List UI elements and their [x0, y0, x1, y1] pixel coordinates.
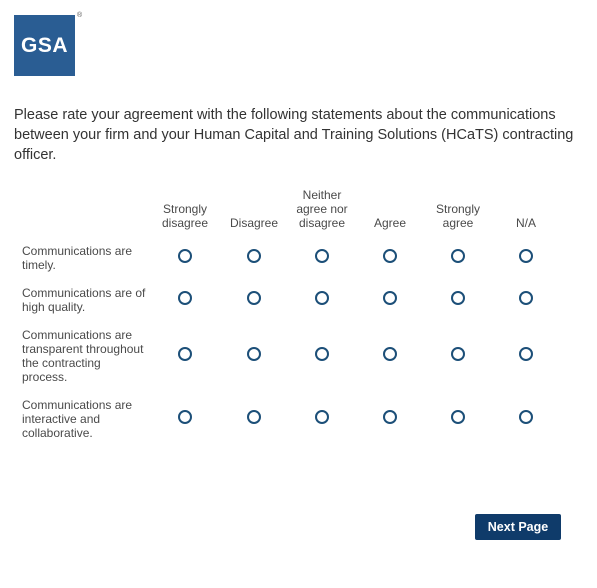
gsa-logo — [14, 15, 75, 76]
next-page-button[interactable]: Next Page — [475, 514, 561, 540]
radio-quality-agree[interactable] — [383, 291, 397, 305]
row-label-timely: Communications are timely. — [22, 244, 133, 272]
radio-interactive-na[interactable] — [519, 410, 533, 424]
column-header-strongly-agree: Strongly agree — [435, 202, 481, 230]
radio-timely-na[interactable] — [519, 249, 533, 263]
column-header-agree: Agree — [373, 216, 407, 230]
column-header-neither: Neither agree nor disagree — [296, 188, 348, 230]
radio-transparent-strongly-disagree[interactable] — [178, 347, 192, 361]
row-label-high-quality: Communications are of high quality. — [22, 286, 146, 314]
radio-timely-disagree[interactable] — [247, 249, 261, 263]
column-header-strongly-disagree: Strongly disagree — [161, 202, 209, 230]
radio-quality-strongly-disagree[interactable] — [178, 291, 192, 305]
gsa-logo-text: GSA — [20, 34, 68, 57]
radio-quality-strongly-agree[interactable] — [451, 291, 465, 305]
radio-transparent-disagree[interactable] — [247, 347, 261, 361]
column-header-disagree: Disagree — [229, 216, 279, 230]
radio-timely-neither[interactable] — [315, 249, 329, 263]
radio-quality-na[interactable] — [519, 291, 533, 305]
radio-transparent-strongly-agree[interactable] — [451, 347, 465, 361]
radio-interactive-strongly-agree[interactable] — [451, 410, 465, 424]
radio-timely-strongly-disagree[interactable] — [178, 249, 192, 263]
radio-transparent-na[interactable] — [519, 347, 533, 361]
radio-transparent-agree[interactable] — [383, 347, 397, 361]
radio-timely-strongly-agree[interactable] — [451, 249, 465, 263]
radio-interactive-strongly-disagree[interactable] — [178, 410, 192, 424]
radio-interactive-agree[interactable] — [383, 410, 397, 424]
radio-interactive-disagree[interactable] — [247, 410, 261, 424]
column-header-na: N/A — [515, 216, 536, 230]
registered-mark: ® — [77, 12, 83, 19]
radio-interactive-neither[interactable] — [315, 410, 329, 424]
radio-quality-disagree[interactable] — [247, 291, 261, 305]
radio-quality-neither[interactable] — [315, 291, 329, 305]
question-text: Please rate your agreement with the following statements about the communications between your firm and your Human Capital and Training Solutions (HCaTS) contracting officer. — [14, 107, 574, 163]
row-label-interactive: Communications are interactive and collaborative. — [22, 398, 133, 440]
row-label-transparent: Communications are transparent throughout the contracting process. — [22, 328, 144, 384]
radio-timely-agree[interactable] — [383, 249, 397, 263]
radio-transparent-neither[interactable] — [315, 347, 329, 361]
